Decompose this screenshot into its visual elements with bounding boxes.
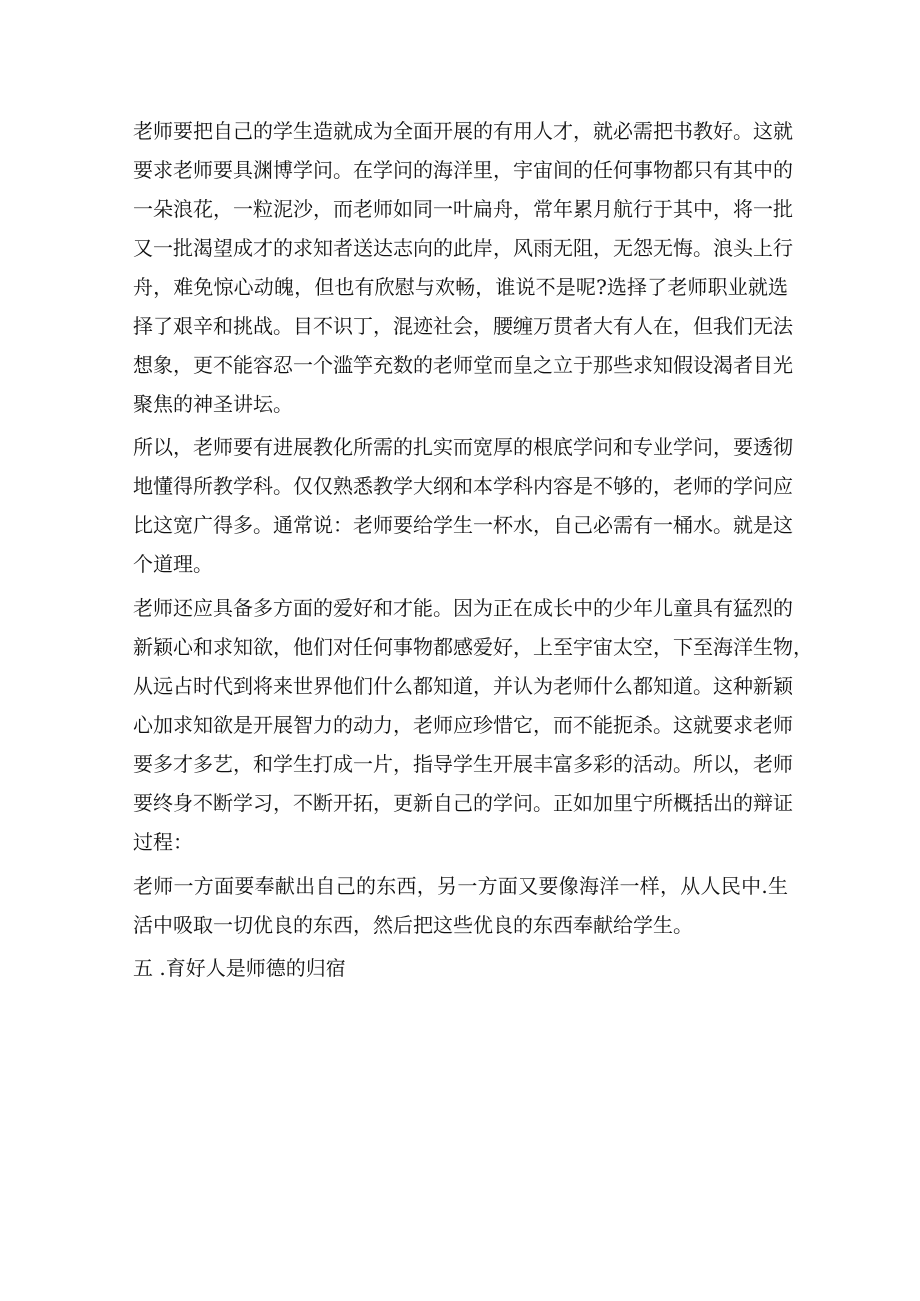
text-line: 一朵浪花，一粒泥沙，而老师如同一叶扁舟，常年累月航行于其中，将一批 xyxy=(133,197,793,221)
document-body xyxy=(133,112,813,988)
text-line: 要终身不断学习，不断开拓，更新自己的学问。正如加里宁所概括出的辩证 xyxy=(133,791,793,815)
text-line: 聚焦的神圣讲坛。 xyxy=(133,392,293,416)
paragraph-interests-talents xyxy=(133,589,813,862)
section-heading: 五 .育好人是师德的归宿 xyxy=(133,956,346,980)
text-line: 所以，老师要有进展教化所需的扎实而宽厚的根底学问和专业学问，要透彻 xyxy=(133,435,793,459)
text-line: 个道理。 xyxy=(133,552,213,576)
text-line: 老师要把自己的学生造就成为全面开展的有用人才，就必需把书教好。这就 xyxy=(133,119,793,143)
text-line: 活中吸取一切优良的东西，然后把这些优良的东西奉献给学生。 xyxy=(133,913,693,937)
text-line: 比这宽广得多。通常说：老师要给学生一杯水，自己必需有一桶水。就是这 xyxy=(133,513,793,537)
text-line: 从远占时代到将来世界他们什么都知道，并认为老师什么都知道。这种新颖 xyxy=(133,674,793,698)
text-line: 过程： xyxy=(133,830,193,854)
text-line: 心加求知欲是开展智力的动力，老师应珍惜它，而不能扼杀。这就要求老师 xyxy=(133,713,793,737)
text-line: 舟，难免惊心动魄，但也有欣慰与欢畅，谁说不是呢?选择了老师职业就选 xyxy=(133,275,788,299)
text-line: 择了艰辛和挑战。目不识丁，混迹社会，腰缠万贯者大有人在，但我们无法 xyxy=(133,314,793,338)
text-line: 要求老师要具渊博学问。在学问的海洋里，宇宙间的任何事物都只有其中的 xyxy=(133,158,793,182)
text-line: 老师一方面要奉献出自己的东西，另一方面又要像海洋一样，从人民中.生 xyxy=(133,874,788,898)
text-line: 又一批渴望成才的求知者送达志向的此岸，风雨无阻，无怨无悔。浪头上行 xyxy=(133,236,793,260)
text-line: 老师还应具备多方面的爱好和才能。因为正在成长中的少年儿童具有猛烈的 xyxy=(133,596,793,620)
text-line: 新颖心和求知欲，他们对任何事物都感爱好，上至宇宙太空，下至海洋生物， xyxy=(133,635,813,659)
text-line: 地懂得所教学科。仅仅熟悉教学大纲和本学科内容是不够的，老师的学问应 xyxy=(133,474,793,498)
paragraph-knowledge xyxy=(133,428,793,584)
paragraph-teaching-well xyxy=(133,112,793,424)
text-line: 想象，更不能容忍一个滥竽充数的老师堂而皇之立于那些求知假设渴者目光 xyxy=(133,353,793,377)
text-line: 要多才多艺，和学生打成一片，指导学生开展丰富多彩的活动。所以，老师 xyxy=(133,752,793,776)
paragraph-kalinin-quote xyxy=(133,867,788,945)
